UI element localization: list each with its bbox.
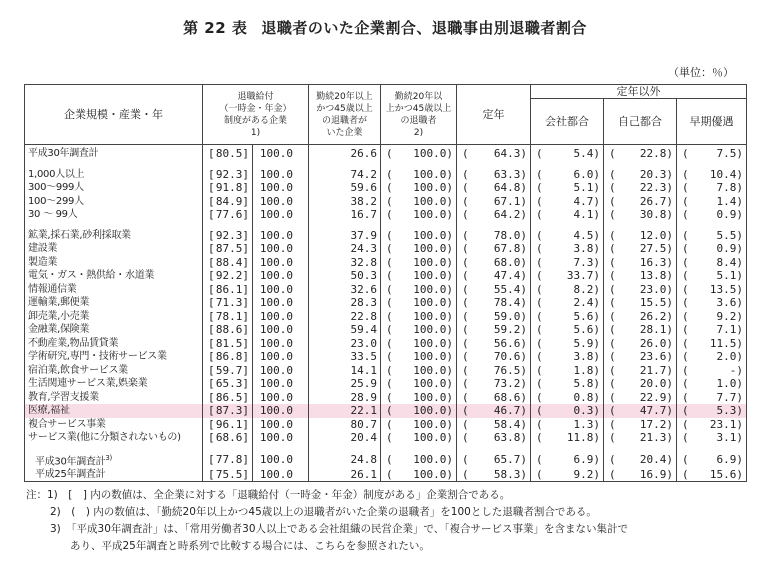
cell-company-reason: ( 0.8) — [531, 391, 604, 405]
cell-long-tenure: 22.8 — [309, 310, 381, 324]
table-row — [25, 310, 747, 324]
cell-long-tenure: 59.4 — [309, 323, 381, 337]
cell-company-reason: ( 1.3) — [531, 418, 604, 432]
cell-benefit: [ 87.5] — [203, 242, 253, 256]
header-teinen-igai: 定年以外 — [531, 85, 747, 99]
table-row — [25, 364, 747, 378]
row-label: 教育,学習支援業 — [25, 391, 203, 405]
cell-benefit-base: 100.0 — [253, 283, 309, 297]
cell-retiree-base: ( 100.0) — [381, 269, 457, 283]
cell-benefit-base: 100.0 — [253, 468, 309, 482]
table-row — [25, 404, 747, 418]
cell-benefit: [ 68.6] — [203, 431, 253, 445]
row-label: 電気・ガス・熱供給・水道業 — [25, 269, 203, 283]
cell-benefit: [ 80.5] — [203, 145, 253, 161]
table-row — [25, 283, 747, 297]
table-row — [25, 168, 747, 182]
table-row — [25, 377, 747, 391]
cell-company-reason: ( 7.3) — [531, 256, 604, 270]
cell-early-retirement: ( 23.1) — [677, 418, 747, 432]
cell-early-retirement: ( 9.2) — [677, 310, 747, 324]
cell-early-retirement: ( 10.4) — [677, 168, 747, 182]
table-row — [25, 418, 747, 432]
cell-self-reason: ( 28.1) — [604, 323, 677, 337]
cell-long-tenure: 26.6 — [309, 145, 381, 161]
cell-early-retirement: ( 0.9) — [677, 242, 747, 256]
row-label: 生活関連サービス業,娯楽業 — [25, 377, 203, 391]
footnote-3: 3) 「平成30年調査計」は、「常用労働者30人以上である会社組織の民営企業」で、「複合サービス事業」を含まない集計で — [50, 523, 629, 535]
cell-company-reason: ( 5.8) — [531, 377, 604, 391]
cell-company-reason: ( 5.6) — [531, 310, 604, 324]
table-row — [25, 242, 747, 256]
table-row — [25, 431, 747, 445]
cell-self-reason: ( 20.0) — [604, 377, 677, 391]
cell-teinen: ( 70.6) — [457, 350, 531, 364]
cell-long-tenure: 28.9 — [309, 391, 381, 405]
cell-teinen: ( 78.0) — [457, 229, 531, 243]
cell-long-tenure: 14.1 — [309, 364, 381, 378]
cell-teinen: ( 58.4) — [457, 418, 531, 432]
cell-self-reason: ( 12.0) — [604, 229, 677, 243]
cell-self-reason: ( 21.7) — [604, 364, 677, 378]
cell-benefit-base: 100.0 — [253, 256, 309, 270]
cell-teinen: ( 56.6) — [457, 337, 531, 351]
row-label: 平成25年調査計 — [25, 468, 203, 482]
cell-long-tenure: 23.0 — [309, 337, 381, 351]
cell-teinen: ( 47.4) — [457, 269, 531, 283]
cell-retiree-base: ( 100.0) — [381, 404, 457, 418]
spacer-row — [25, 445, 747, 452]
cell-benefit-base: 100.0 — [253, 145, 309, 161]
cell-benefit-base: 100.0 — [253, 337, 309, 351]
cell-benefit-base: 100.0 — [253, 452, 309, 468]
spacer-row — [25, 222, 747, 229]
cell-self-reason: ( 20.4) — [604, 452, 677, 468]
header-company-reason: 会社都合 — [531, 99, 604, 145]
cell-self-reason: ( 16.9) — [604, 468, 677, 482]
cell-retiree-base: ( 100.0) — [381, 208, 457, 222]
cell-teinen: ( 64.2) — [457, 208, 531, 222]
cell-long-tenure: 20.4 — [309, 431, 381, 445]
cell-benefit: [ 88.6] — [203, 323, 253, 337]
cell-company-reason: ( 5.9) — [531, 337, 604, 351]
cell-retiree-base: ( 100.0) — [381, 431, 457, 445]
cell-retiree-base: ( 100.0) — [381, 168, 457, 182]
cell-teinen: ( 67.8) — [457, 242, 531, 256]
cell-retiree-base: ( 100.0) — [381, 296, 457, 310]
cell-retiree-base: ( 100.0) — [381, 229, 457, 243]
cell-teinen: ( 73.2) — [457, 377, 531, 391]
cell-self-reason: ( 22.8) — [604, 145, 677, 161]
cell-company-reason: ( 6.0) — [531, 168, 604, 182]
cell-benefit-base: 100.0 — [253, 350, 309, 364]
cell-company-reason: ( 8.2) — [531, 283, 604, 297]
cell-retiree-base: ( 100.0) — [381, 418, 457, 432]
table-title — [0, 17, 770, 38]
footnote-1: 注：1) [ ] 内の数値は、全企業に対する「退職給付（一時金・年金）制度がある」企業割合である。 — [26, 489, 511, 501]
cell-early-retirement: ( 2.0) — [677, 350, 747, 364]
cell-self-reason: ( 23.6) — [604, 350, 677, 364]
cell-company-reason: ( 5.1) — [531, 181, 604, 195]
cell-self-reason: ( 15.5) — [604, 296, 677, 310]
row-label: 300～999人 — [25, 181, 203, 195]
unit-label: （単位：％） — [668, 66, 734, 79]
cell-retiree-base: ( 100.0) — [381, 256, 457, 270]
row-label: 建設業 — [25, 242, 203, 256]
row-label: 金融業,保険業 — [25, 323, 203, 337]
cell-teinen: ( 67.1) — [457, 195, 531, 209]
table-row — [25, 391, 747, 405]
cell-early-retirement: ( 6.9) — [677, 452, 747, 468]
cell-self-reason: ( 30.8) — [604, 208, 677, 222]
cell-early-retirement: ( -) — [677, 364, 747, 378]
cell-retiree-base: ( 100.0) — [381, 195, 457, 209]
cell-benefit-base: 100.0 — [253, 181, 309, 195]
cell-self-reason: ( 17.2) — [604, 418, 677, 432]
cell-early-retirement: ( 8.4) — [677, 256, 747, 270]
cell-company-reason: ( 6.9) — [531, 452, 604, 468]
table-title-text: 退職者のいた企業割合、退職事由別退職者割合 — [261, 19, 587, 37]
cell-company-reason: ( 3.8) — [531, 350, 604, 364]
cell-teinen: ( 59.2) — [457, 323, 531, 337]
header-early-retirement: 早期優遇 — [677, 99, 747, 145]
header-long-tenure-firms: 勤続20年以上 かつ45歳以上 の退職者が いた企業 — [309, 85, 381, 145]
cell-company-reason: ( 1.8) — [531, 364, 604, 378]
cell-long-tenure: 26.1 — [309, 468, 381, 482]
header-self-reason: 自己都合 — [604, 99, 677, 145]
row-label: 鉱業,採石業,砂利採取業 — [25, 229, 203, 243]
cell-teinen: ( 64.3) — [457, 145, 531, 161]
cell-teinen: ( 65.7) — [457, 452, 531, 468]
cell-benefit-base: 100.0 — [253, 168, 309, 182]
cell-benefit-base: 100.0 — [253, 229, 309, 243]
cell-benefit: [ 84.9] — [203, 195, 253, 209]
row-label: 1,000人以上 — [25, 168, 203, 182]
cell-benefit: [ 88.4] — [203, 256, 253, 270]
cell-benefit-base: 100.0 — [253, 323, 309, 337]
cell-retiree-base: ( 100.0) — [381, 283, 457, 297]
cell-long-tenure: 22.1 — [309, 404, 381, 418]
cell-company-reason: ( 11.8) — [531, 431, 604, 445]
cell-teinen: ( 55.4) — [457, 283, 531, 297]
row-label: 複合サービス事業 — [25, 418, 203, 432]
cell-self-reason: ( 26.2) — [604, 310, 677, 324]
cell-company-reason: ( 4.7) — [531, 195, 604, 209]
cell-benefit: [ 59.7] — [203, 364, 253, 378]
cell-benefit-base: 100.0 — [253, 364, 309, 378]
table-row — [25, 296, 747, 310]
cell-benefit: [ 86.1] — [203, 283, 253, 297]
cell-long-tenure: 50.3 — [309, 269, 381, 283]
row-label: 卸売業,小売業 — [25, 310, 203, 324]
table-row — [25, 350, 747, 364]
cell-retiree-base: ( 100.0) — [381, 337, 457, 351]
table-row — [25, 269, 747, 283]
row-label: 平成30年調査計 — [25, 145, 203, 161]
cell-company-reason: ( 4.1) — [531, 208, 604, 222]
table-row — [25, 229, 747, 243]
cell-long-tenure: 33.5 — [309, 350, 381, 364]
cell-teinen: ( 68.0) — [457, 256, 531, 270]
cell-benefit-base: 100.0 — [253, 269, 309, 283]
cell-teinen: ( 59.0) — [457, 310, 531, 324]
cell-company-reason: ( 5.6) — [531, 323, 604, 337]
cell-benefit: [ 91.8] — [203, 181, 253, 195]
cell-retiree-base: ( 100.0) — [381, 242, 457, 256]
cell-early-retirement: ( 15.6) — [677, 468, 747, 482]
cell-benefit-base: 100.0 — [253, 431, 309, 445]
cell-benefit: [ 96.1] — [203, 418, 253, 432]
cell-benefit-base: 100.0 — [253, 391, 309, 405]
cell-retiree-base: ( 100.0) — [381, 391, 457, 405]
header-retirement-benefit: 退職給付 （一時金・年金） 制度がある企業 1) — [203, 85, 309, 145]
cell-benefit-base: 100.0 — [253, 296, 309, 310]
cell-company-reason: ( 3.8) — [531, 242, 604, 256]
cell-long-tenure: 28.3 — [309, 296, 381, 310]
cell-teinen: ( 63.3) — [457, 168, 531, 182]
cell-benefit: [ 87.3] — [203, 404, 253, 418]
cell-company-reason: ( 5.4) — [531, 145, 604, 161]
cell-retiree-base: ( 100.0) — [381, 377, 457, 391]
cell-early-retirement: ( 1.0) — [677, 377, 747, 391]
cell-long-tenure: 24.3 — [309, 242, 381, 256]
cell-retiree-base: ( 100.0) — [381, 145, 457, 161]
row-label: 30 ～ 99人 — [25, 208, 203, 222]
cell-long-tenure: 24.8 — [309, 452, 381, 468]
cell-early-retirement: ( 7.7) — [677, 391, 747, 405]
cell-self-reason: ( 16.3) — [604, 256, 677, 270]
cell-benefit: [ 65.3] — [203, 377, 253, 391]
header-teinen: 定年 — [457, 85, 531, 145]
cell-teinen: ( 76.5) — [457, 364, 531, 378]
row-label: 宿泊業,飲食サービス業 — [25, 364, 203, 378]
cell-retiree-base: ( 100.0) — [381, 310, 457, 324]
cell-self-reason: ( 13.8) — [604, 269, 677, 283]
cell-long-tenure: 25.9 — [309, 377, 381, 391]
footnotes — [26, 487, 628, 555]
cell-early-retirement: ( 5.5) — [677, 229, 747, 243]
row-label: 医療,福祉 — [25, 404, 203, 418]
footnote-3-cont: あり、平成25年調査と時系列で比較する場合には、こちらを参照されたい。 — [70, 540, 430, 552]
cell-benefit: [ 86.5] — [203, 391, 253, 405]
table-row — [25, 195, 747, 209]
cell-long-tenure: 74.2 — [309, 168, 381, 182]
cell-benefit-base: 100.0 — [253, 208, 309, 222]
cell-retiree-base: ( 100.0) — [381, 364, 457, 378]
cell-benefit-base: 100.0 — [253, 418, 309, 432]
row-label: 学術研究,専門・技術サービス業 — [25, 350, 203, 364]
table-number: 第 22 表 — [183, 19, 248, 37]
table-row — [25, 452, 747, 468]
cell-early-retirement: ( 13.5) — [677, 283, 747, 297]
cell-self-reason: ( 26.0) — [604, 337, 677, 351]
row-label: 平成30年調査計$^{3)}$ — [25, 452, 203, 468]
cell-benefit: [ 77.8] — [203, 452, 253, 468]
header-category: 企業規模・産業・年 — [25, 85, 203, 145]
table-row — [25, 337, 747, 351]
cell-teinen: ( 64.8) — [457, 181, 531, 195]
table-row — [25, 323, 747, 337]
cell-benefit: [ 86.8] — [203, 350, 253, 364]
data-table — [24, 84, 747, 482]
row-label: 情報通信業 — [25, 283, 203, 297]
cell-benefit: [ 75.5] — [203, 468, 253, 482]
cell-self-reason: ( 47.7) — [604, 404, 677, 418]
cell-benefit: [ 92.3] — [203, 229, 253, 243]
cell-benefit: [ 78.1] — [203, 310, 253, 324]
cell-teinen: ( 58.3) — [457, 468, 531, 482]
cell-retiree-base: ( 100.0) — [381, 323, 457, 337]
cell-early-retirement: ( 7.1) — [677, 323, 747, 337]
cell-teinen: ( 68.6) — [457, 391, 531, 405]
cell-early-retirement: ( 11.5) — [677, 337, 747, 351]
cell-company-reason: ( 9.2) — [531, 468, 604, 482]
cell-early-retirement: ( 0.9) — [677, 208, 747, 222]
row-label: 製造業 — [25, 256, 203, 270]
cell-self-reason: ( 20.3) — [604, 168, 677, 182]
table-row — [25, 208, 747, 222]
cell-retiree-base: ( 100.0) — [381, 181, 457, 195]
cell-early-retirement: ( 3.6) — [677, 296, 747, 310]
cell-retiree-base: ( 100.0) — [381, 468, 457, 482]
row-label: 不動産業,物品賃貸業 — [25, 337, 203, 351]
cell-benefit-base: 100.0 — [253, 377, 309, 391]
cell-long-tenure: 37.9 — [309, 229, 381, 243]
cell-company-reason: ( 2.4) — [531, 296, 604, 310]
table-row — [25, 468, 747, 482]
cell-self-reason: ( 21.3) — [604, 431, 677, 445]
cell-long-tenure: 38.2 — [309, 195, 381, 209]
cell-long-tenure: 16.7 — [309, 208, 381, 222]
cell-benefit-base: 100.0 — [253, 242, 309, 256]
cell-self-reason: ( 22.3) — [604, 181, 677, 195]
table-row — [25, 256, 747, 270]
cell-retiree-base: ( 100.0) — [381, 452, 457, 468]
cell-company-reason: ( 33.7) — [531, 269, 604, 283]
cell-teinen: ( 78.4) — [457, 296, 531, 310]
table-row — [25, 145, 747, 161]
cell-self-reason: ( 22.9) — [604, 391, 677, 405]
row-label: 運輸業,郵便業 — [25, 296, 203, 310]
cell-benefit: [ 77.6] — [203, 208, 253, 222]
cell-early-retirement: ( 1.4) — [677, 195, 747, 209]
cell-benefit: [ 81.5] — [203, 337, 253, 351]
cell-early-retirement: ( 5.3) — [677, 404, 747, 418]
cell-self-reason: ( 23.0) — [604, 283, 677, 297]
cell-benefit: [ 92.2] — [203, 269, 253, 283]
cell-long-tenure: 80.7 — [309, 418, 381, 432]
header-long-tenure-retirees: 勤続20年以 上かつ45歳以上 の退職者 2) — [381, 85, 457, 145]
cell-early-retirement: ( 7.5) — [677, 145, 747, 161]
spacer-row — [25, 161, 747, 168]
cell-teinen: ( 46.7) — [457, 404, 531, 418]
cell-early-retirement: ( 5.1) — [677, 269, 747, 283]
footnote-2: 2) ( ) 内の数値は、「勤続20年以上かつ45歳以上の退職者がいた企業の退職者」を100とした退職者割合である。 — [50, 506, 597, 518]
cell-early-retirement: ( 7.8) — [677, 181, 747, 195]
row-label: 100～299人 — [25, 195, 203, 209]
cell-long-tenure: 59.6 — [309, 181, 381, 195]
cell-benefit-base: 100.0 — [253, 195, 309, 209]
cell-self-reason: ( 26.7) — [604, 195, 677, 209]
cell-self-reason: ( 27.5) — [604, 242, 677, 256]
cell-long-tenure: 32.8 — [309, 256, 381, 270]
cell-benefit: [ 71.3] — [203, 296, 253, 310]
cell-benefit-base: 100.0 — [253, 310, 309, 324]
cell-company-reason: ( 4.5) — [531, 229, 604, 243]
cell-company-reason: ( 0.3) — [531, 404, 604, 418]
cell-early-retirement: ( 3.1) — [677, 431, 747, 445]
table-row — [25, 181, 747, 195]
cell-retiree-base: ( 100.0) — [381, 350, 457, 364]
cell-teinen: ( 63.8) — [457, 431, 531, 445]
row-label: サービス業(他に分類されないもの) — [25, 431, 203, 445]
cell-long-tenure: 32.6 — [309, 283, 381, 297]
cell-benefit: [ 92.3] — [203, 168, 253, 182]
cell-benefit-base: 100.0 — [253, 404, 309, 418]
